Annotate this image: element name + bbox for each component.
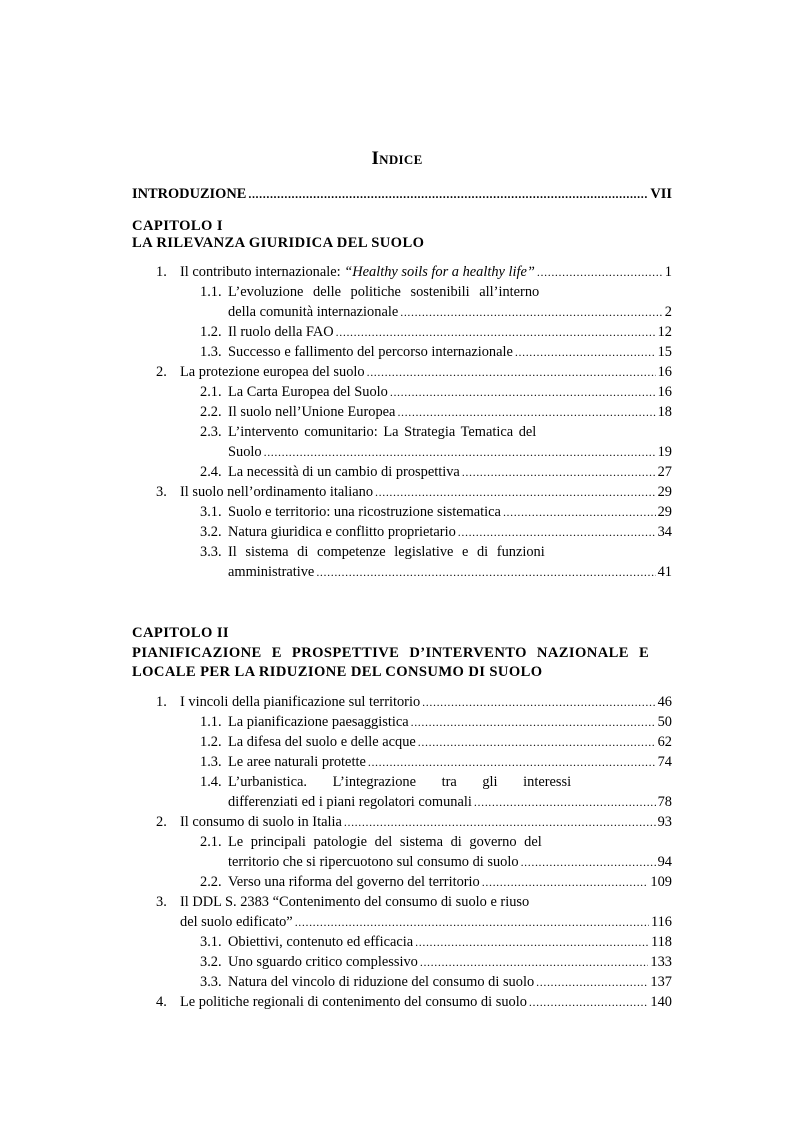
toc-entry-page: 133 [650, 954, 672, 970]
toc-entry[interactable] [200, 732, 672, 752]
leader-dots [537, 262, 663, 282]
toc-entry-page: 93 [657, 814, 672, 830]
toc-entry-page: 50 [657, 714, 672, 730]
leader-dots [462, 462, 656, 482]
toc-entry-label: territorio che si ripercuotono sul consumo di suolo [228, 854, 519, 870]
toc-entry-number: 1.2. [200, 324, 222, 340]
toc-entry-page: 116 [650, 914, 672, 930]
toc-entry-number: 1.1. [200, 284, 222, 300]
toc-entry[interactable] [200, 422, 567, 442]
toc-entry-page: 34 [657, 524, 672, 540]
toc-entry[interactable] [200, 462, 672, 482]
toc-entry[interactable] [200, 522, 672, 542]
toc-entry-label: Le aree naturali protette [228, 754, 366, 770]
leader-dots [503, 502, 656, 522]
toc-entry-number: 4. [156, 994, 167, 1010]
toc-entry-page: 41 [657, 564, 672, 580]
leader-dots [368, 752, 656, 772]
toc-entry-number: 3.3. [200, 974, 222, 990]
toc-entry-label: L’urbanistica. L’integrazione tra gli interessi [228, 774, 572, 790]
toc-entry[interactable] [156, 362, 672, 382]
toc-entry-number: 2. [156, 364, 167, 380]
toc-entry-label: del suolo edificato” [180, 914, 293, 930]
toc-entry-page: 12 [657, 324, 672, 340]
toc-entry-number: 3.3. [200, 544, 222, 560]
toc-entry[interactable] [200, 502, 672, 522]
leader-dots [400, 302, 663, 322]
toc-entry[interactable] [200, 712, 672, 732]
toc-entry-page: 140 [650, 994, 672, 1010]
toc-entry-label: Suolo [228, 444, 262, 460]
toc-entry-label: Il contributo internazionale: [180, 264, 345, 280]
toc-entry-number: 1. [156, 264, 167, 280]
toc-entry-page: 137 [650, 974, 672, 990]
toc-entry-label: Il sistema di competenze legislative e di funzioni [228, 544, 545, 560]
leader-dots [397, 402, 655, 422]
toc-entry-label: Obiettivi, contenuto ed efficacia [228, 934, 414, 950]
toc-entry-label: Le politiche regionali di contenimento del consumo di suolo [180, 994, 527, 1010]
toc-entry-number: 2.1. [200, 834, 222, 850]
toc-entry-continued[interactable] [228, 302, 672, 322]
toc-entry[interactable] [200, 872, 672, 892]
toc-entry-number: 2.2. [200, 874, 222, 890]
leader-dots [536, 972, 648, 992]
leader-dots [482, 872, 649, 892]
toc-entry-label: La protezione europea del suolo [180, 364, 365, 380]
toc-entry[interactable] [200, 932, 672, 952]
toc-entry-label: Il consumo di suolo in Italia [180, 814, 342, 830]
chapter-heading: CAPITOLO I [132, 218, 223, 234]
leader-dots [529, 992, 649, 1012]
leader-dots [415, 932, 649, 952]
toc-entry-label: I vincoli della pianificazione sul territorio [180, 694, 421, 710]
toc-entry-number: 1. [156, 694, 167, 710]
toc-entry-number: 3.1. [200, 934, 222, 950]
toc-entry-label: Il suolo nell’ordinamento italiano [180, 484, 374, 500]
leader-dots [418, 732, 656, 752]
chapter-title: LA RILEVANZA GIURIDICA DEL SUOLO [132, 235, 425, 251]
toc-entry-page: 19 [657, 444, 672, 460]
toc-entry-label: L’intervento comunitario: La Strategia Tematica del [228, 424, 537, 440]
toc-entry-label: Successo e fallimento del percorso internazionale [228, 344, 513, 360]
toc-entry-label: INTRODUZIONE [132, 186, 247, 202]
toc-entry-label: Suolo e territorio: una ricostruzione sistematica [228, 504, 501, 520]
toc-entry[interactable] [200, 382, 672, 402]
toc-entry-number: 3.1. [200, 504, 222, 520]
toc-entry-number: 1.2. [200, 734, 222, 750]
toc-entry-page: 94 [657, 854, 672, 870]
toc-entry[interactable] [200, 402, 672, 422]
toc-entry[interactable] [200, 322, 672, 342]
toc-entry-label: La difesa del suolo e delle acque [228, 734, 416, 750]
toc-entry-introduzione[interactable] [132, 184, 672, 204]
toc-entry[interactable] [200, 772, 572, 792]
toc-entry[interactable] [200, 342, 672, 362]
toc-entry[interactable] [156, 892, 672, 912]
toc-entry-page: 29 [657, 484, 672, 500]
toc-entry-number: 2.2. [200, 404, 222, 420]
toc-entry[interactable] [200, 542, 567, 562]
toc-entry-page: 109 [650, 874, 672, 890]
toc-entry-continued[interactable] [228, 562, 672, 582]
toc-entry-label: Il suolo nell’Unione Europea [228, 404, 396, 420]
toc-entry-page: 74 [657, 754, 672, 770]
toc-entry-page: 18 [657, 404, 672, 420]
toc-entry-label-italic: “Healthy soils for a healthy life” [344, 264, 535, 280]
toc-entry-continued[interactable] [180, 912, 672, 932]
toc-entry-label: Le principali patologie del sistema di governo del [228, 834, 542, 850]
toc-entry-number: 3. [156, 894, 167, 910]
leader-dots [367, 362, 656, 382]
toc-entry-number: 3.2. [200, 954, 222, 970]
toc-entry-number: 3. [156, 484, 167, 500]
toc-entry-label: Verso una riforma del governo del territorio [228, 874, 480, 890]
leader-dots [411, 712, 656, 732]
toc-entry[interactable] [156, 812, 672, 832]
leader-dots [458, 522, 656, 542]
toc-entry-label: differenziati ed i piani regolatori comunali [228, 794, 472, 810]
toc-entry-number: 2.1. [200, 384, 222, 400]
toc-entry[interactable] [156, 992, 672, 1012]
leader-dots [336, 322, 656, 342]
toc-entry-number: 1.3. [200, 344, 222, 360]
leader-dots [316, 562, 655, 582]
toc-entry[interactable] [156, 692, 672, 712]
toc-entry-label: Uno sguardo critico complessivo [228, 954, 418, 970]
toc-entry-number: 1.3. [200, 754, 222, 770]
toc-entry-page: 16 [657, 384, 672, 400]
toc-entry[interactable] [200, 972, 672, 992]
toc-entry-number: 1.4. [200, 774, 222, 790]
toc-entry-continued[interactable] [228, 792, 672, 812]
page-title: Indice [371, 148, 423, 169]
toc-entry-page: 46 [657, 694, 672, 710]
toc-entry[interactable] [200, 832, 567, 852]
toc-entry-page: 78 [657, 794, 672, 810]
toc-entry-number: 3.2. [200, 524, 222, 540]
toc-entry-number: 1.1. [200, 714, 222, 730]
toc-entry-page: 62 [657, 734, 672, 750]
leader-dots [422, 692, 655, 712]
toc-entry-number: 2. [156, 814, 167, 830]
toc-entry[interactable] [200, 752, 672, 772]
toc-entry[interactable] [156, 482, 672, 502]
leader-dots [375, 482, 656, 502]
leader-dots [390, 382, 656, 402]
leader-dots [295, 912, 649, 932]
toc-entry-page: VII [650, 186, 672, 202]
toc-entry-label: della comunità internazionale [228, 304, 399, 320]
toc-entry-label: Il ruolo della FAO [228, 324, 334, 340]
toc-entry-label: Il DDL S. 2383 “Contenimento del consumo di suolo e riuso [180, 894, 530, 910]
leader-dots [420, 952, 649, 972]
leader-dots [474, 792, 656, 812]
leader-dots [264, 442, 656, 462]
leader-dots [248, 184, 648, 204]
toc-entry-label: La pianificazione paesaggistica [228, 714, 409, 730]
chapter-title: PIANIFICAZIONE E PROSPETTIVE D’INTERVENTO NAZIONALE E [132, 645, 650, 661]
leader-dots [344, 812, 656, 832]
toc-entry-page: 118 [650, 934, 672, 950]
toc-entry-label: Natura giuridica e conflitto proprietario [228, 524, 456, 540]
leader-dots [521, 852, 656, 872]
toc-entry-label: La necessità di un cambio di prospettiva [228, 464, 460, 480]
chapter-title-continued: LOCALE PER LA RIDUZIONE DEL CONSUMO DI SUOLO [132, 664, 543, 680]
toc-entry-page: 15 [657, 344, 672, 360]
toc-entry-page: 1 [664, 264, 672, 280]
toc-entry-label: Natura del vincolo di riduzione del consumo di suolo [228, 974, 535, 990]
toc-entry-number: 2.4. [200, 464, 222, 480]
toc-entry-continued[interactable] [228, 852, 672, 872]
toc-entry[interactable] [156, 262, 672, 282]
toc-entry-page: 2 [664, 304, 672, 320]
toc-entry-continued[interactable] [228, 442, 672, 462]
leader-dots [515, 342, 656, 362]
toc-entry[interactable] [200, 282, 567, 302]
toc-entry-label: amministrative [228, 564, 315, 580]
toc-entry-page: 16 [657, 364, 672, 380]
toc-entry[interactable] [200, 952, 672, 972]
toc-entry-label: La Carta Europea del Suolo [228, 384, 388, 400]
toc-entry-page: 29 [657, 504, 672, 520]
toc-entry-page: 27 [657, 464, 672, 480]
toc-entry-label: L’evoluzione delle politiche sostenibili all’interno [228, 284, 540, 300]
chapter-heading: CAPITOLO II [132, 625, 229, 641]
toc-entry-number: 2.3. [200, 424, 222, 440]
